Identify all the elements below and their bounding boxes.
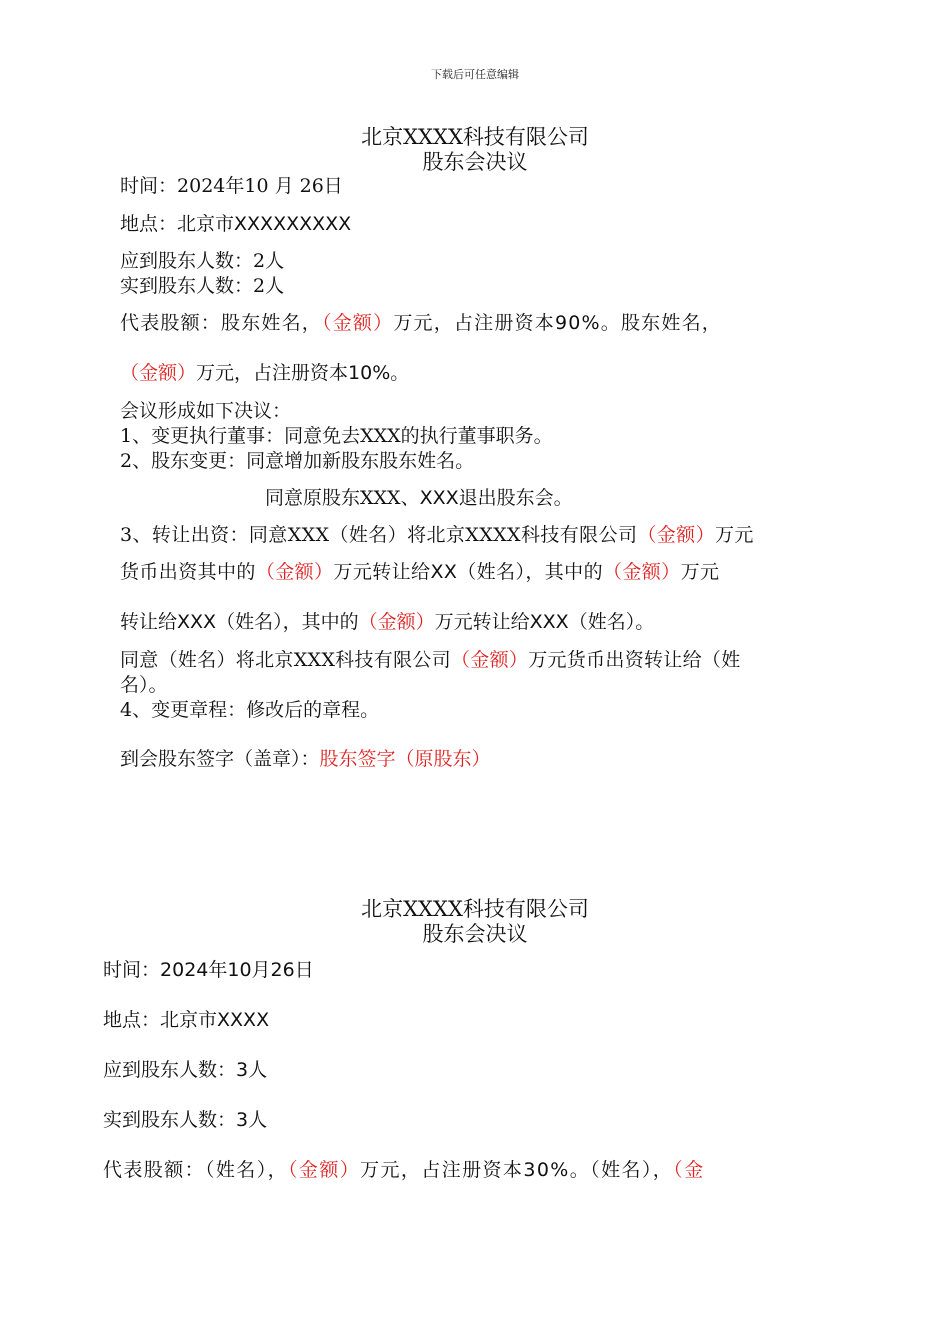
actual-value: 2人 [253, 275, 285, 297]
amount-placeholder: （金额） [602, 561, 681, 583]
expected-value: 2人 [253, 250, 285, 272]
amount-placeholder: （金 [673, 1159, 705, 1181]
shares-text: 万元，占注册资本 [196, 362, 349, 384]
item-text: 货币出资其中的 [120, 561, 256, 583]
expected-shareholders [120, 249, 284, 273]
item-text: 同意原股东XXX、 [265, 487, 420, 509]
share-amounts-line-1 [120, 311, 722, 335]
amount-placeholder: （金额） [637, 524, 715, 546]
resolution-item-2b [265, 486, 573, 510]
time-label: 时间： [103, 959, 161, 981]
expected-label: 应到股东人数： [120, 250, 254, 272]
company-name: 北京XXXX科技有限公司 [361, 125, 589, 149]
meeting-place [103, 1008, 269, 1032]
header-note: 下载后可任意编辑 [431, 68, 519, 81]
signature-label: 到会股东签字（盖章）： [120, 748, 320, 770]
item-text: 万元 [680, 561, 720, 583]
item-text: XXX [529, 611, 569, 633]
shares-text: 万元，占注册资本 [393, 312, 555, 334]
meeting-time [120, 174, 343, 198]
time-label: 时间： [120, 175, 178, 197]
resolution-item-3-line-5: 名）。 [120, 674, 168, 696]
amount-placeholder: （金额） [288, 1159, 361, 1181]
item-text: XX [430, 561, 458, 583]
actual-value: 3人 [236, 1109, 268, 1131]
place-value: 北京市XXXX [160, 1009, 270, 1031]
resolution-item-3-line-1 [120, 523, 754, 547]
item-text: XXX [177, 611, 217, 633]
shares-text: 。（姓名）， [569, 1159, 674, 1181]
expected-label: 应到股东人数： [103, 1059, 237, 1081]
expected-value: 3人 [236, 1059, 268, 1081]
item-text: XXX [419, 487, 459, 509]
item-text: 万元货币出资转让给（姓 [528, 649, 741, 671]
item-text: 万元转让给 [434, 611, 530, 633]
amount-placeholder: （金额） [450, 649, 529, 671]
amount-placeholder: （金额） [358, 611, 435, 633]
share-percent: 90% [554, 312, 601, 334]
actual-label: 实到股东人数： [120, 275, 254, 297]
meeting-place [120, 212, 351, 236]
actual-shareholders [103, 1108, 267, 1132]
item-text: 同意（姓名）将北京XXX科技有限公司 [120, 649, 451, 671]
meeting-time [103, 958, 314, 982]
shares-text: 。股东姓名， [600, 312, 722, 334]
signature-placeholder: 股东签字（原股东） [319, 748, 491, 770]
place-value: 北京市XXXXXXXXX [177, 213, 352, 235]
share-amounts-line-1 [103, 1158, 704, 1182]
resolution-item-3-line-4 [120, 648, 741, 672]
signature-line [120, 747, 491, 771]
item-text: 万元转让给 [333, 561, 431, 583]
item-text: （姓名）。 [568, 611, 655, 633]
actual-label: 实到股东人数： [103, 1109, 237, 1131]
share-percent: 30% [523, 1159, 570, 1181]
place-label: 地点： [120, 213, 178, 235]
resolution-item-4: 4、变更章程：修改后的章程。 [120, 699, 380, 721]
shares-text: 。 [390, 362, 410, 384]
resolution-item-1: 1、变更执行董事：同意免去XXX的执行董事职务。 [120, 425, 553, 447]
shares-text: 代表股额：（姓名）， [103, 1159, 289, 1181]
item-text: （姓名），其中的 [457, 561, 603, 583]
time-value: 2024年10月26日 [160, 959, 314, 981]
share-percent: 10% [348, 362, 391, 384]
shares-text: 万元，占注册资本 [360, 1159, 524, 1181]
amount-placeholder: （金额） [120, 362, 197, 384]
document-title: 股东会决议 [422, 922, 528, 946]
resolution-item-2: 2、股东变更：同意增加新股东股东姓名。 [120, 450, 475, 472]
expected-shareholders [103, 1058, 267, 1082]
resolution-item-3-line-3 [120, 610, 654, 634]
item-text: （姓名），其中的 [216, 611, 359, 633]
share-amounts-line-2 [120, 361, 409, 385]
shares-text: 代表股额：股东姓名， [120, 312, 323, 334]
actual-shareholders [120, 274, 284, 298]
document-title: 股东会决议 [422, 150, 528, 174]
item-text: 3、转让出资：同意XXX（姓名）将北京XXXX科技有限公司 [120, 524, 638, 546]
item-text: 万元 [714, 524, 754, 546]
resolution-intro: 会议形成如下决议： [120, 400, 292, 422]
resolution-item-3-line-2 [120, 560, 719, 584]
company-name: 北京XXXX科技有限公司 [361, 897, 589, 921]
place-label: 地点： [103, 1009, 161, 1031]
time-value: 2024年10 月 26日 [177, 175, 343, 197]
item-text: 转让给 [120, 611, 178, 633]
item-text: 退出股东会。 [458, 487, 573, 509]
amount-placeholder: （金额） [322, 312, 394, 334]
amount-placeholder: （金额） [255, 561, 334, 583]
